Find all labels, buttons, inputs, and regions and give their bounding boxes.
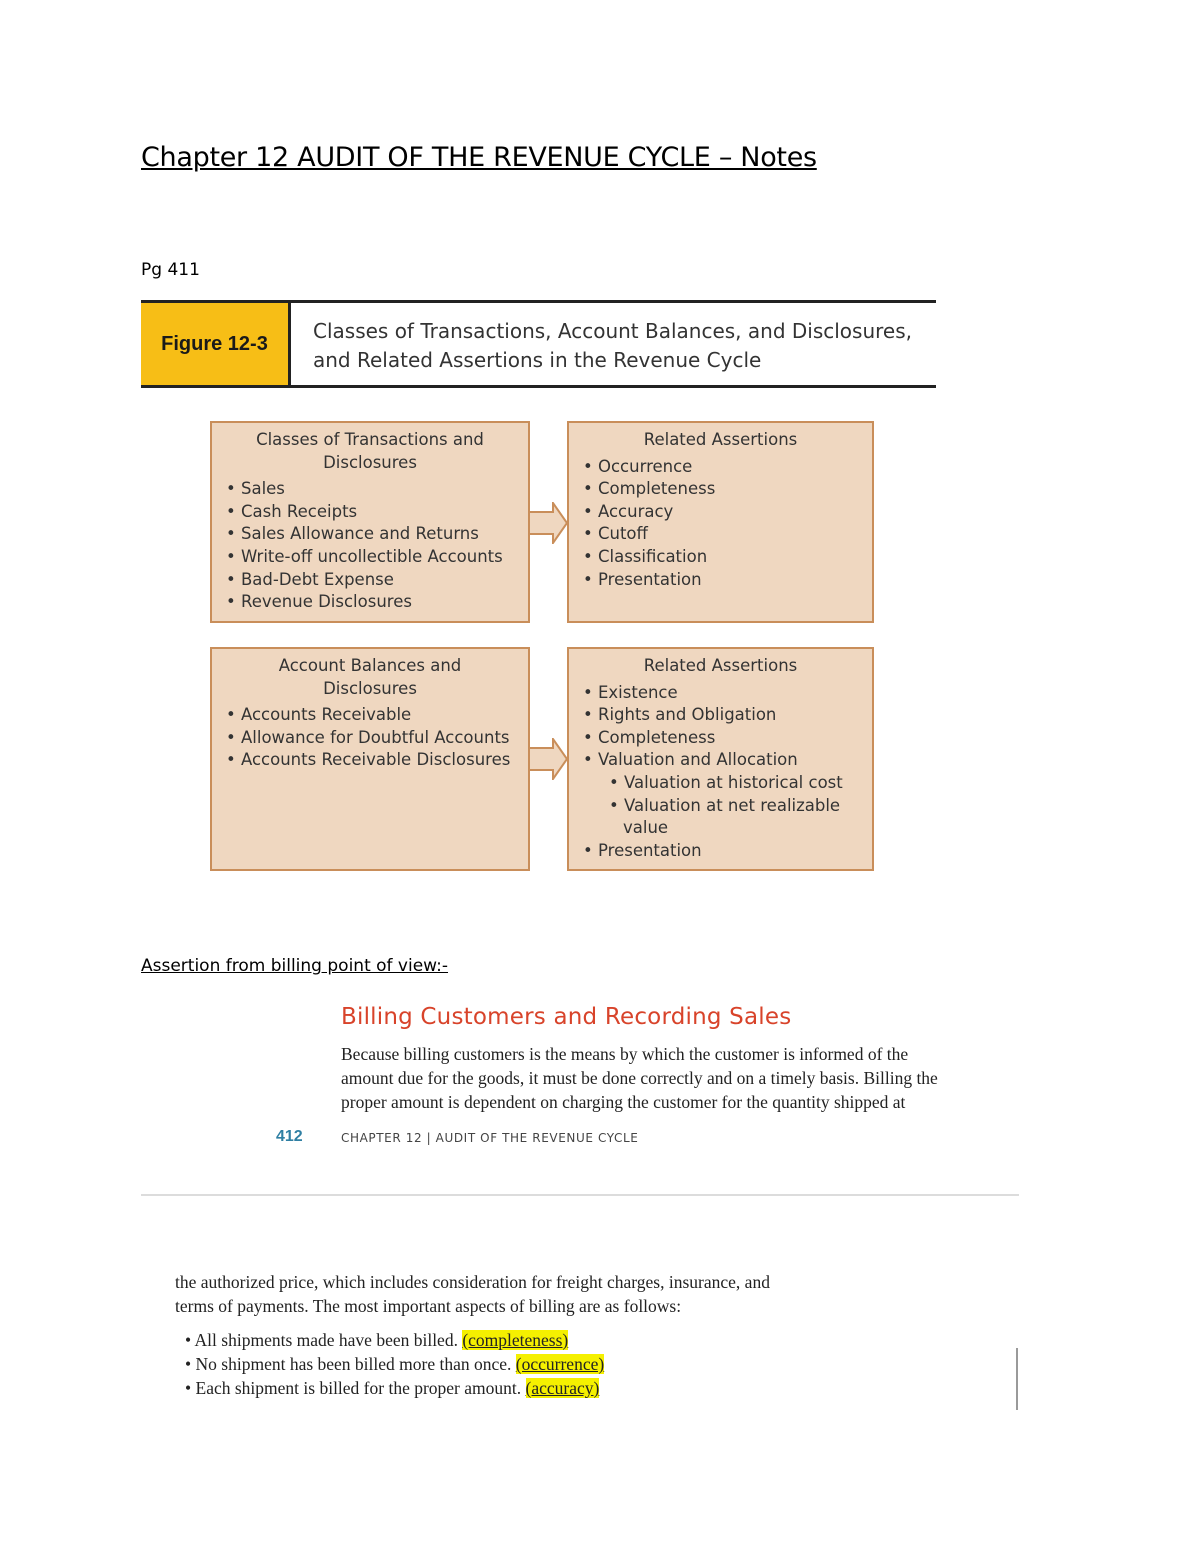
margin-line (1016, 1348, 1018, 1410)
box-heading (212, 649, 528, 704)
box-heading (212, 423, 528, 478)
list-item: • Presentation (583, 840, 872, 863)
highlighted-assertion: (accuracy) (525, 1378, 600, 1398)
figure-header (141, 300, 936, 388)
list-item: • Accounts Receivable (226, 704, 528, 727)
list-item: • Completeness (583, 727, 872, 750)
related-assertions-box (567, 647, 874, 871)
figure-label: Figure 12-3 (141, 303, 291, 385)
figure-caption-line: Classes of Transactions, Account Balances, and Disclosures, (313, 319, 913, 343)
box-list (212, 478, 528, 614)
list-item: • Occurrence (583, 456, 872, 479)
paragraph-line: the authorized price, which includes consideration for freight charges, insurance, and (175, 1272, 770, 1292)
list-item: • Each shipment is billed for the proper amount. (accuracy) (185, 1378, 600, 1398)
account-balances-box (210, 647, 530, 871)
related-assertions-box (567, 421, 874, 623)
paragraph-line: amount due for the goods, it must be done correctly and on a timely basis. Billing the (341, 1068, 938, 1088)
list-item: • Sales Allowance and Returns (226, 523, 528, 546)
list-item: • Bad-Debt Expense (226, 569, 528, 592)
box-heading: Related Assertions (643, 430, 798, 449)
chapter-footer: CHAPTER 12 | AUDIT OF THE REVENUE CYCLE (341, 1131, 639, 1145)
box-heading-line: Classes of Transactions and (256, 430, 484, 449)
continuation-paragraph (175, 1270, 770, 1318)
list-item: • Write-off uncollectible Accounts (226, 546, 528, 569)
box-list (569, 682, 872, 863)
list-item: • Presentation (583, 569, 872, 592)
book-page-number: 412 (276, 1128, 303, 1145)
box-heading-line: Disclosures (323, 678, 417, 698)
figure-caption (313, 317, 943, 375)
list-item: • Cash Receipts (226, 501, 528, 524)
paragraph-line: Because billing customers is the means by which the customer is informed of the (341, 1044, 909, 1064)
list-item: • No shipment has been billed more than once. (occurrence) (185, 1354, 605, 1374)
sub-list-item: • Valuation at historical cost (583, 772, 872, 795)
transactions-box (210, 421, 530, 623)
document-title: Chapter 12 AUDIT OF THE REVENUE CYCLE – Notes (141, 142, 817, 173)
list-item: • Rights and Obligation (583, 704, 872, 727)
box-heading-line: Account Balances and (278, 656, 462, 675)
page-divider (141, 1194, 1019, 1196)
list-item: • Allowance for Doubtful Accounts (226, 727, 528, 750)
box-list (569, 456, 872, 592)
paragraph-line: proper amount is dependent on charging the customer for the quantity shipped at (341, 1092, 906, 1112)
figure-caption-line: and Related Assertions in the Revenue Cycle (313, 348, 762, 372)
list-item: • Revenue Disclosures (226, 591, 528, 614)
list-item-text: No shipment has been billed more than once. (195, 1354, 516, 1374)
highlighted-assertion: (completeness) (462, 1330, 569, 1350)
paragraph-line: terms of payments. The most important aspects of billing are as follows: (175, 1296, 682, 1316)
list-item-text: All shipments made have been billed. (194, 1330, 463, 1350)
section-heading: Assertion from billing point of view:- (141, 956, 449, 976)
list-item: • Classification (583, 546, 872, 569)
list-item: • Accounts Receivable Disclosures (226, 749, 528, 772)
sub-list-item-continuation: value (623, 818, 669, 838)
list-item-text: Each shipment is billed for the proper amount. (195, 1378, 526, 1398)
box-list (212, 704, 528, 772)
arrow-right-icon (528, 502, 570, 544)
list-item: • Existence (583, 682, 872, 705)
list-item: • Accuracy (583, 501, 872, 524)
list-item: • Completeness (583, 478, 872, 501)
box-heading-line: Disclosures (323, 452, 417, 472)
list-item: • Cutoff (583, 523, 872, 546)
highlighted-assertion: (occurrence) (515, 1354, 605, 1374)
list-item: • All shipments made have been billed. (completeness) (185, 1330, 569, 1350)
arrow-right-icon (528, 738, 570, 780)
list-item: • Valuation and Allocation (583, 749, 872, 772)
billing-title: Billing Customers and Recording Sales (341, 1004, 792, 1030)
billing-paragraph (341, 1042, 1011, 1114)
billing-aspects-list (185, 1328, 604, 1400)
page-reference: Pg 411 (141, 260, 200, 280)
list-item: • Sales (226, 478, 528, 501)
sub-list-item: • Valuation at net realizable (583, 795, 872, 818)
box-heading: Related Assertions (643, 656, 798, 675)
